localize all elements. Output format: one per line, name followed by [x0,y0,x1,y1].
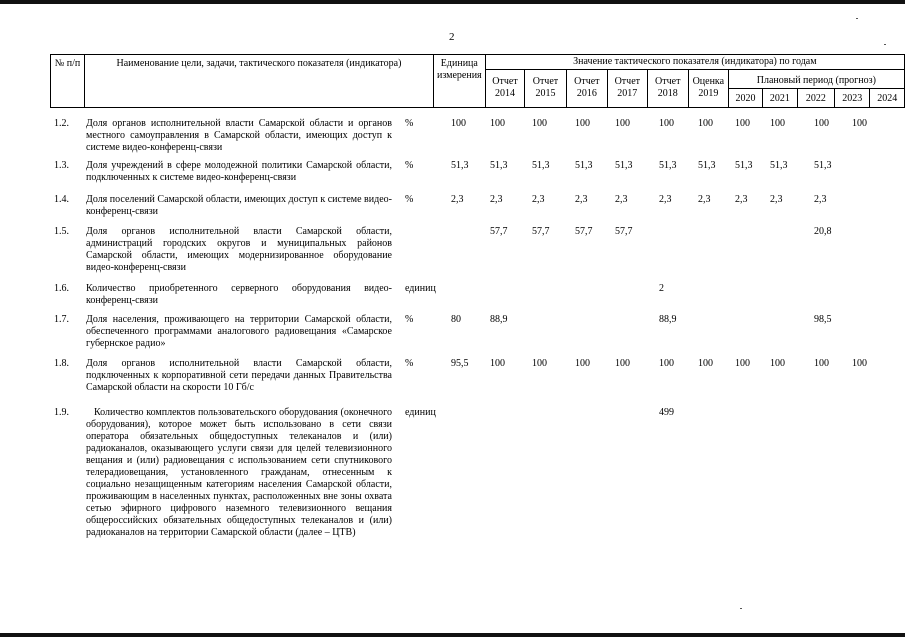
value-cell: 100 [735,118,750,129]
header-plan-year: 2022 [797,89,834,108]
value-cell: 100 [735,358,750,369]
scan-speck [856,18,858,19]
value-cell: 2,3 [451,194,464,205]
scan-speck [740,608,742,609]
value-cell: 100 [615,118,630,129]
row-number: 1.4. [54,194,69,205]
value-cell: 100 [814,118,829,129]
indicator-name: Доля населения, проживающего на территории Самарской области, обеспеченного программами аналогового радиовещания «Самарское губернское радио» [86,314,392,349]
value-cell: 57,7 [490,226,508,237]
header-year: Отчет 2018 [647,70,688,108]
indicator-name: Доля учреждений в сфере молодежной политики Самарской области, подключенных к системе видео-конференц-связи [86,160,392,183]
value-cell: 51,3 [659,160,677,171]
scan-edge-top [0,0,905,4]
value-cell: 100 [575,358,590,369]
value-cell: 51,3 [532,160,550,171]
value-cell: 51,3 [615,160,633,171]
indicator-name: Доля органов исполнительной власти Самарской области и органов местного самоуправления в Самарской области, имеющих доступ к системе видео-конференц-связи [86,118,392,153]
unit-cell: % [405,194,414,205]
header-name: Наименование цели, задачи, тактического показателя (индикатора) [85,55,434,108]
row-number: 1.6. [54,283,69,294]
page-number: 2 [449,31,455,43]
value-cell: 100 [814,358,829,369]
unit-cell: % [405,118,414,129]
value-cell: 2,3 [490,194,503,205]
value-cell: 100 [532,118,547,129]
header-year: Отчет 2017 [608,70,648,108]
header-plan: Плановый период (прогноз) [728,70,904,89]
indicator-name: Доля органов исполнительной власти Самарской области, администраций городских округов и муниципальных районов Самарской области, имеющих модернизированное оборудование видео-конференц-связи [86,226,392,273]
value-cell: 51,3 [490,160,508,171]
value-cell: 51,3 [575,160,593,171]
row-number: 1.2. [54,118,69,129]
row-number: 1.9. [54,407,69,418]
value-cell: 2,3 [575,194,588,205]
unit-cell: единиц [405,283,436,294]
value-cell: 100 [615,358,630,369]
value-cell: 100 [490,118,505,129]
unit-cell: % [405,160,414,171]
value-cell: 57,7 [615,226,633,237]
value-cell: 2,3 [735,194,748,205]
row-number: 1.8. [54,358,69,369]
indicator-name: Количество приобретенного серверного оборудования видео-конференц-связи [86,283,392,306]
value-cell: 80 [451,314,461,325]
value-cell: 88,9 [490,314,508,325]
value-cell: 98,5 [814,314,832,325]
value-cell: 2 [659,283,664,294]
value-cell: 100 [659,118,674,129]
scan-speck [884,44,886,45]
value-cell: 2,3 [532,194,545,205]
table-header [50,54,905,108]
value-cell: 499 [659,407,674,418]
indicator-name: Доля органов исполнительной власти Самарской области, подключенных к корпоративной сети передачи данных Правительства Самарской области на скорости 10 Гб/с [86,358,392,393]
value-cell: 2,3 [814,194,827,205]
value-cell: 2,3 [698,194,711,205]
value-cell: 100 [698,358,713,369]
header-plan-year: 2020 [728,89,762,108]
value-cell: 100 [852,358,867,369]
indicator-name: Количество комплектов пользовательского оборудования (оконечного оборудования), которое может быть использовано в сети связи оператора обязательных общедоступных телеканалов и (или) радиоканалов, оказывающего услуги связи для целей телевизионного вещания и (или) радиовещания с использованием сети спутникового телерадиовещания, установленного гражданам, отнесенным к социально незащищенным категориям населения Самарской области, проживающим в населенных пунктах, расположенных вне зоны охвата сетью эфирного цифрового наземного телевизионного вещания общероссийских обязательных общедоступных телеканалов и (или) радиоканалов на территории Самарской области (далее – ЦТВ) [86,407,392,538]
value-cell: 51,3 [814,160,832,171]
header-year: Оценка 2019 [688,70,728,108]
header-unit: Единица измерения [433,55,485,108]
unit-cell: % [405,314,414,325]
value-cell: 51,3 [735,160,753,171]
value-cell: 100 [575,118,590,129]
header-year: Отчет 2014 [485,70,525,108]
header-plan-year: 2024 [870,89,905,108]
value-cell: 100 [770,358,785,369]
value-cell: 100 [770,118,785,129]
header-year: Отчет 2016 [566,70,607,108]
row-number: 1.7. [54,314,69,325]
value-cell: 100 [852,118,867,129]
header-plan-year: 2021 [763,89,797,108]
value-cell: 2,3 [770,194,783,205]
value-cell: 100 [451,118,466,129]
value-cell: 100 [532,358,547,369]
value-cell: 51,3 [698,160,716,171]
value-cell: 57,7 [532,226,550,237]
value-cell: 57,7 [575,226,593,237]
value-cell: 20,8 [814,226,832,237]
value-cell: 88,9 [659,314,677,325]
row-number: 1.3. [54,160,69,171]
unit-cell: единиц [405,407,436,418]
indicator-name: Доля поселений Самарской области, имеющих доступ к системе видео-конференц-связи [86,194,392,217]
value-cell: 51,3 [451,160,469,171]
value-cell: 100 [698,118,713,129]
scan-edge-bottom [0,633,905,637]
value-cell: 2,3 [659,194,672,205]
row-number: 1.5. [54,226,69,237]
value-cell: 95,5 [451,358,469,369]
value-cell: 51,3 [770,160,788,171]
header-plan-year: 2023 [834,89,869,108]
value-cell: 100 [490,358,505,369]
value-cell: 2,3 [615,194,628,205]
unit-cell: % [405,358,414,369]
header-year: Отчет 2015 [525,70,566,108]
header-values: Значение тактического показателя (индикатора) по годам [485,55,904,70]
value-cell: 100 [659,358,674,369]
header-num: № п/п [51,55,85,108]
